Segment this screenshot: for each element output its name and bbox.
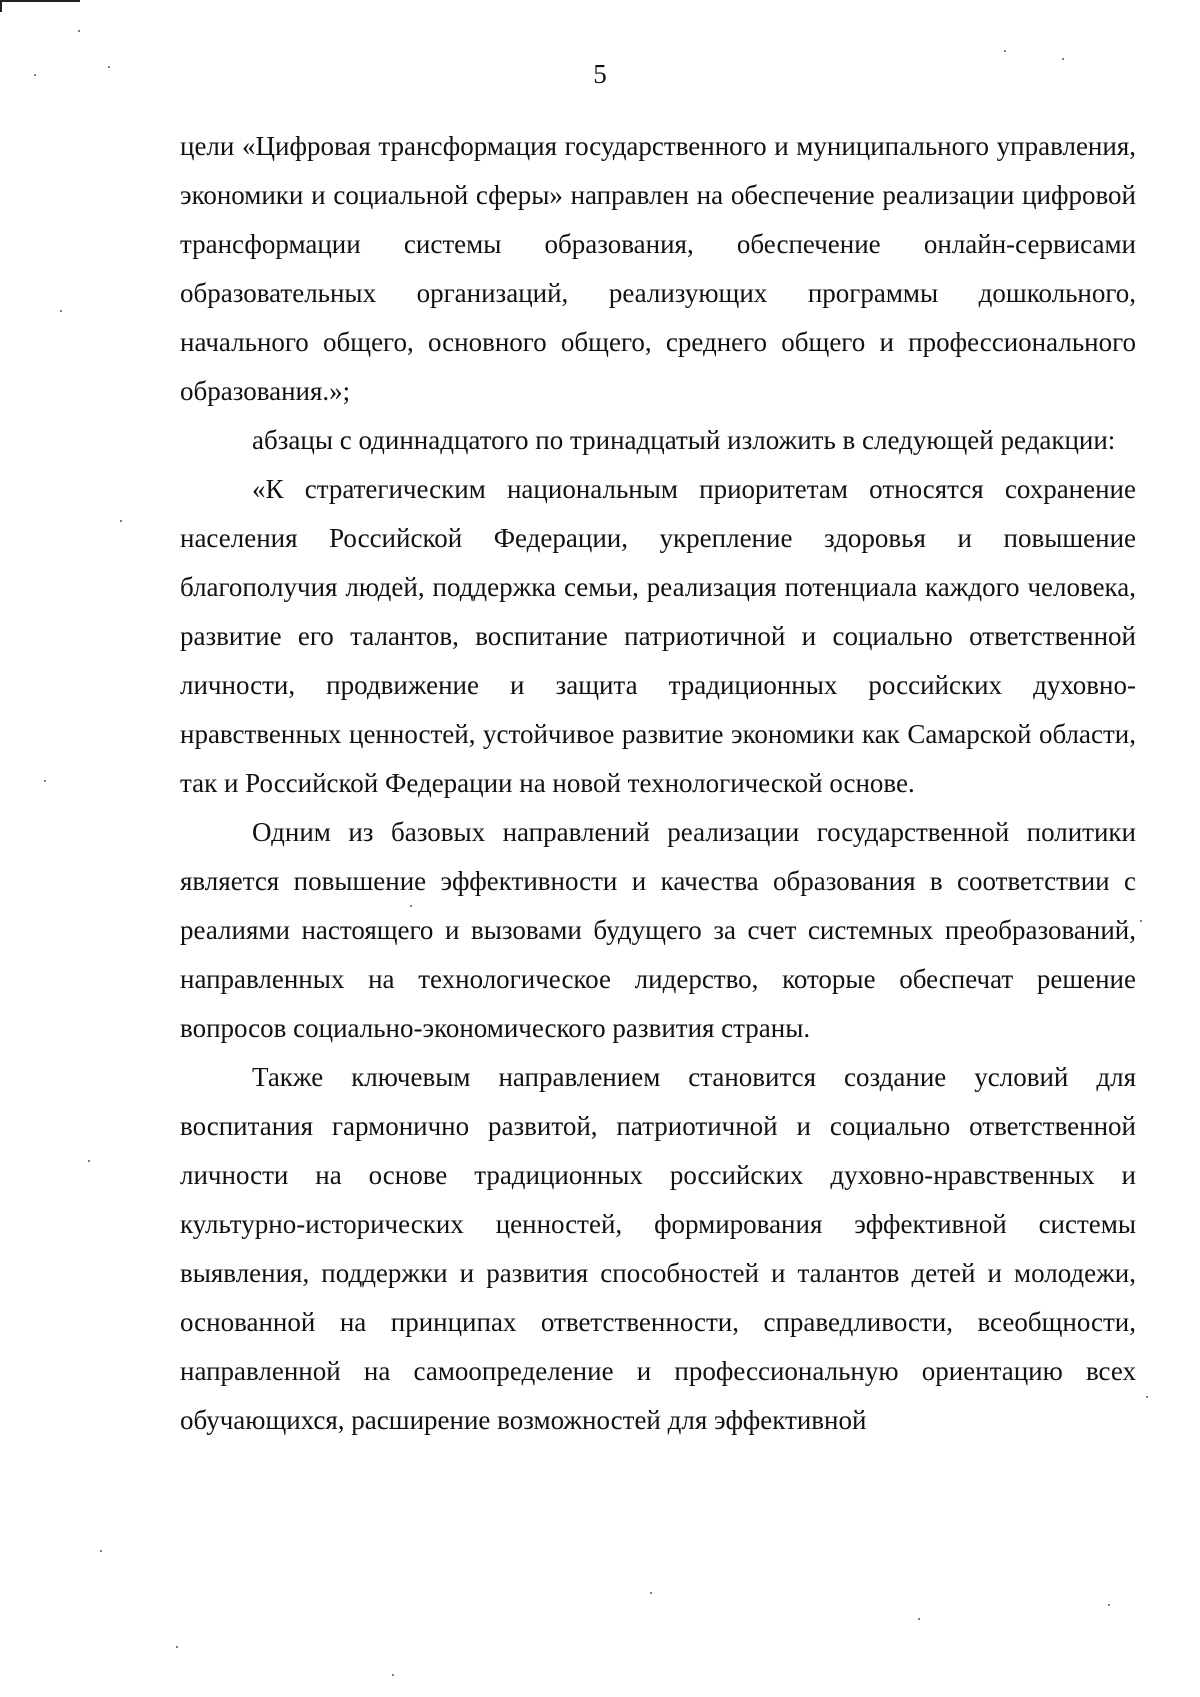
scan-speck (44, 780, 46, 782)
scan-speck (88, 1160, 90, 1162)
body-text (180, 122, 1136, 1445)
scan-corner-mark (0, 0, 80, 12)
scan-speck (120, 520, 122, 522)
paragraph-2: абзацы с одиннадцатого по тринадцатый изложить в следующей редакции: (252, 425, 1116, 455)
scan-speck (1146, 1396, 1148, 1398)
scan-speck (918, 1618, 920, 1620)
scan-speck (650, 1592, 652, 1594)
scan-speck (100, 1550, 102, 1552)
scan-speck (1108, 1604, 1110, 1606)
scan-speck (1004, 50, 1006, 52)
scan-speck (1140, 920, 1142, 922)
scan-speck (78, 30, 80, 32)
paragraph-5: Также ключевым направлением становится создание условий для воспитания гармонично развитой, патриотичной и социально ответственной личности на основе традиционных российских духовно-нравственных и культурно-исторических ценностей, формирования эффективной системы выявления, поддержки и развития способностей и талантов детей и молодежи, основанной на принципах ответственности, справедливости, всеобщности, направленной на самоопределение и профессиональную ориентацию всех обучающихся, расширение возможностей для эффективной (180, 1062, 1136, 1435)
scan-speck (176, 1646, 178, 1648)
paragraph-1: цели «Цифровая трансформация государственного и муниципального управления, экономики и социальной сферы» направлен на обеспечение реализации цифровой трансформации системы образования, обеспечение онлайн-сервисами образовательных организаций, реализующих программы дошкольного, начального общего, основного общего, среднего общего и профессионального образования.»; (180, 131, 1136, 406)
paragraph-4: Одним из базовых направлений реализации государственной политики является повышение эффективности и качества образования в соответствии с реалиями настоящего и вызовами будущего за счет системных преобразований, направленных на технологическое лидерство, которые обеспечат решение вопросов социально-экономического развития страны. (180, 817, 1136, 1043)
scan-speck (392, 1674, 394, 1676)
paragraph-3: «К стратегическим национальным приоритетам относятся сохранение населения Российской Федерации, укрепление здоровья и повышение благополучия людей, поддержка семьи, реализация потенциала каждого человека, развитие его талантов, воспитание патриотичной и социально ответственной личности, продвижение и защита традиционных российских духовно-нравственных ценностей, устойчивое развитие экономики как Самарской области, так и Российской Федерации на новой технологической основе. (180, 474, 1136, 798)
scan-speck (60, 310, 62, 312)
page-number: 5 (593, 59, 607, 89)
